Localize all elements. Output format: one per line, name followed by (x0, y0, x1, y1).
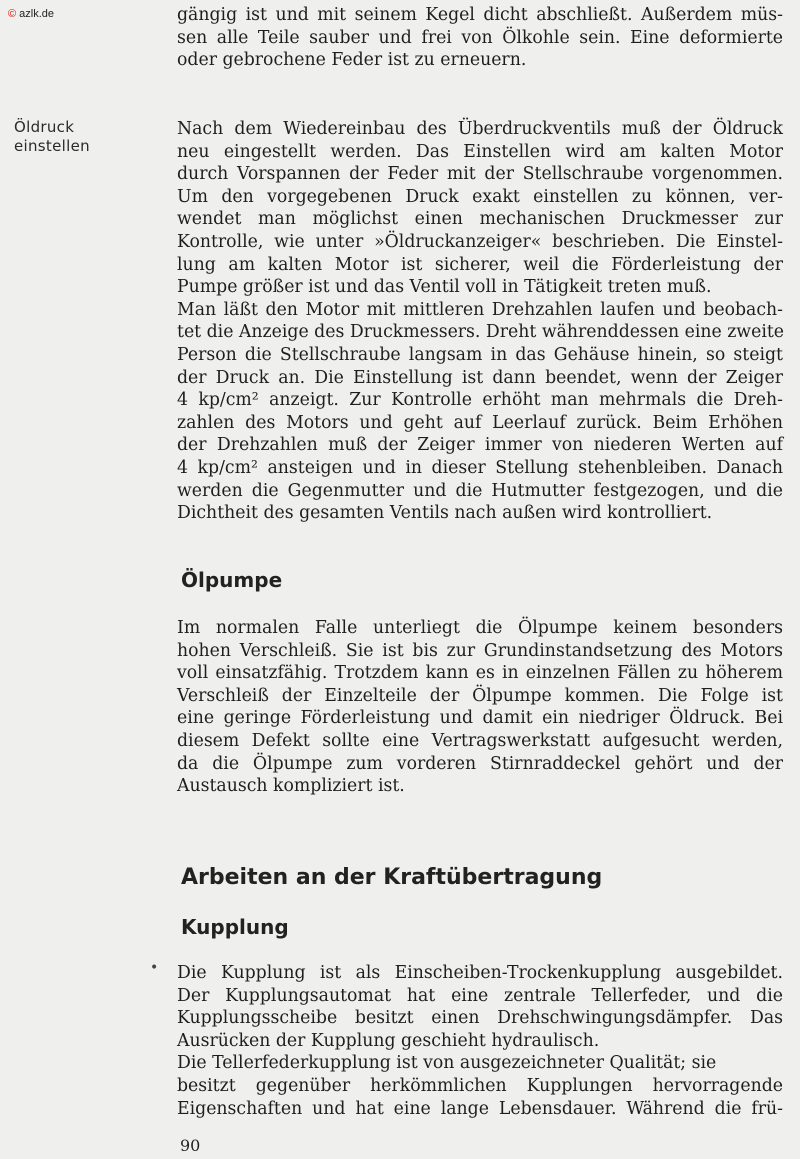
text-line: da die Ölpumpe zum vorderen Stirnraddeckel gehört und der (177, 753, 783, 774)
text-line: Nach dem Wiedereinbau des Überdruckventils muß der Öldruck (177, 119, 783, 139)
text-line: Verschleiß der Einzelteile der Ölpumpe kommen. Die Folge ist (177, 685, 783, 706)
text-line: Die Kupplung ist als Einscheiben-Trockenkupplung ausgebildet. (177, 963, 783, 983)
text-line: lung am kalten Motor ist sicherer, weil die Förderleistung der (177, 254, 783, 275)
margin-note (14, 118, 134, 156)
text-line: eine geringe Förderleistung und damit ein niedriger Öldruck. Bei (177, 708, 783, 729)
text-line: Person die Stellschraube langsam in das Gehäuse hinein, so steigt (177, 344, 783, 365)
text-line: diesem Defekt sollte eine Vertragswerkstatt aufgesucht werden, (177, 730, 783, 751)
text-line: Im normalen Falle unterliegt die Ölpumpe keinem besonders (177, 618, 783, 638)
text-line: neu eingestellt werden. Das Einstellen wird am kalten Motor (177, 141, 783, 162)
margin-note-line: einstellen (14, 137, 90, 155)
text-line: Man läßt den Motor mit mittleren Drehzahlen laufen und beobach- (177, 299, 783, 320)
text-line: durch Vorspannen der Feder mit der Stellschraube vorgenommen. (177, 164, 783, 185)
text-line: 4 kp/cm² ansteigen und in dieser Stellung stehenbleiben. Danach (177, 457, 783, 478)
paragraph-lines (177, 617, 783, 798)
text-line: Austausch kompliziert ist. (177, 776, 405, 797)
paragraph-lines (177, 4, 783, 72)
heading-kupplung: Kupplung (181, 915, 289, 939)
chapter-heading: Arbeiten an der Kraftübertragung (181, 865, 603, 890)
heading-oelpumpe: Ölpumpe (181, 568, 283, 592)
text-line: 4 kp/cm² anzeigt. Zur Kontrolle erhöht man mehrmals die Dreh- (177, 390, 783, 411)
text-line: werden die Gegenmutter und die Hutmutter festgezogen, und die (177, 480, 783, 501)
text-line: sen alle Teile sauber und frei von Ölkohle sein. Eine deformierte (177, 27, 783, 48)
copyright-symbol: © (8, 8, 17, 20)
watermark (8, 8, 54, 20)
text-line: besitzt gegenüber herkömmlichen Kupplungen hervorragende (177, 1075, 783, 1096)
paragraph-kupplung (177, 962, 783, 1120)
text-line: der Druck an. Die Einstellung ist dann beendet, wenn der Zeiger (177, 367, 783, 388)
text-line: tet die Anzeige des Druckmessers. Dreht währenddessen eine zweite (177, 322, 785, 343)
paragraph-lines (177, 962, 783, 1120)
text-line: Kupplungsscheibe besitzt einen Drehschwingungsdämpfer. Das (177, 1008, 783, 1029)
text-line: voll einsatzfähig. Trotzdem kann es in einzelnen Fällen zu höherem (177, 663, 783, 684)
paragraph-lines (177, 118, 783, 525)
text-line: Um den vorgegebenen Druck exakt einstellen zu können, ver- (177, 186, 783, 207)
text-line: Kontrolle, wie unter »Öldruckanzeiger« beschrieben. Die Einstel- (177, 231, 783, 252)
text-line: Die Tellerfederkupplung ist von ausgezeichneter Qualität; sie (177, 1053, 717, 1074)
paragraph-oil-pressure (177, 118, 783, 525)
margin-note-line: Öldruck (14, 118, 75, 136)
watermark-text: azlk.de (19, 8, 55, 20)
page-number: 90 (180, 1136, 201, 1155)
text-line: Dichtheit des gesamten Ventils nach außen wird kontrolliert. (177, 503, 713, 524)
speck-mark: • (150, 960, 159, 976)
text-line: Eigenschaften und hat eine lange Lebensdauer. Während die frü- (177, 1098, 783, 1119)
text-line: gängig ist und mit seinem Kegel dicht abschließt. Außerdem müs- (177, 5, 783, 25)
text-line: wendet man möglichst einen mechanischen Druckmesser zur (177, 209, 783, 230)
text-line: Ausrücken der Kupplung geschieht hydraulisch. (177, 1030, 600, 1051)
text-line: hohen Verschleiß. Sie ist bis zur Grundinstandsetzung des Motors (177, 640, 783, 661)
text-line: Pumpe größer ist und das Ventil voll in Tätigkeit treten muß. (177, 277, 712, 298)
text-line: der Drehzahlen muß der Zeiger immer von niederen Werten auf (177, 435, 783, 456)
text-line: zahlen des Motors und geht auf Leerlauf zurück. Beim Erhöhen (177, 412, 783, 433)
text-line: oder gebrochene Feder ist zu erneuern. (177, 50, 527, 71)
paragraph-top (177, 4, 783, 72)
text-line: Der Kupplungsautomat hat eine zentrale Tellerfeder, und die (177, 985, 783, 1006)
paragraph-oelpumpe (177, 617, 783, 798)
